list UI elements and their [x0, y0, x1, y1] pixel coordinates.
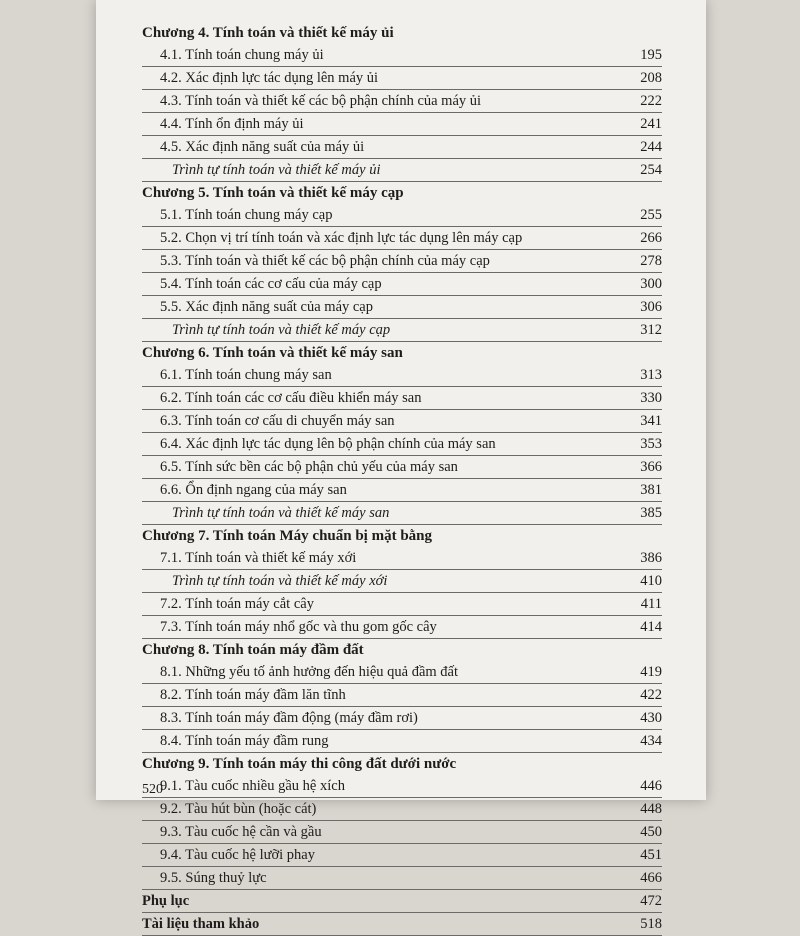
entry-label: 7.3. Tính toán máy nhổ gốc và thu gom gốc cây: [160, 619, 437, 635]
toc-entry: [142, 273, 662, 296]
toc-entry: [142, 821, 662, 844]
entry-page: 254: [640, 162, 662, 178]
entry-label: 7.2. Tính toán máy cắt cây: [160, 596, 314, 612]
entry-label: 6.5. Tính sức bền các bộ phận chủ yếu của máy san: [160, 459, 458, 475]
entry-page: 241: [640, 116, 662, 132]
chapter-title: Chương 6. Tính toán và thiết kế máy san: [142, 345, 403, 361]
toc-entry: [142, 364, 662, 387]
entry-label: 4.2. Xác định lực tác dụng lên máy ủi: [160, 70, 379, 86]
entry-page: 244: [640, 139, 662, 155]
entry-label: 5.3. Tính toán và thiết kế các bộ phận chính của máy cạp: [160, 253, 490, 269]
entry-page: 434: [640, 733, 662, 749]
toc-entry: [142, 730, 662, 753]
entry-label: Tài liệu tham khảo: [142, 916, 260, 932]
toc-entry: [142, 479, 662, 502]
entry-label: 6.3. Tính toán cơ cấu di chuyển máy san: [160, 413, 395, 429]
toc-entry: [142, 387, 662, 410]
entry-label: Trình tự tính toán và thiết kế máy ủi: [172, 162, 381, 178]
entry-page: 386: [640, 550, 662, 566]
toc-entry: [142, 113, 662, 136]
entry-label: 4.5. Xác định năng suất của máy ủi: [160, 139, 365, 155]
entry-page: 195: [640, 47, 662, 63]
entry-page: 466: [640, 870, 662, 886]
toc-entry: [142, 227, 662, 250]
toc-entry: [142, 67, 662, 90]
entry-page: 450: [640, 824, 662, 840]
entry-page: 422: [640, 687, 662, 703]
entry-page: 411: [640, 596, 662, 612]
entry-page: 518: [640, 916, 662, 932]
entry-label: 8.3. Tính toán máy đầm động (máy đầm rơi): [160, 710, 418, 726]
toc-entry-references: [142, 913, 662, 936]
entry-page: 266: [640, 230, 662, 246]
entry-label: 5.4. Tính toán các cơ cấu của máy cạp: [160, 276, 382, 292]
entry-page: 446: [640, 778, 662, 794]
entry-label: 6.2. Tính toán các cơ cấu điều khiển máy san: [160, 390, 422, 406]
entry-page: 366: [640, 459, 662, 475]
entry-label: 9.3. Tàu cuốc hệ cần và gầu: [160, 824, 322, 840]
entry-label: 6.6. Ổn định ngang của máy san: [160, 482, 347, 498]
entry-label: 6.4. Xác định lực tác dụng lên bộ phận chính của máy san: [160, 436, 496, 452]
entry-label: 9.4. Tàu cuốc hệ lưỡi phay: [160, 847, 315, 863]
chapter-title: Chương 4. Tính toán và thiết kế máy ủi: [142, 25, 394, 41]
entry-label: 9.5. Súng thuỷ lực: [160, 870, 267, 886]
toc-entry: [142, 867, 662, 890]
entry-page: 414: [640, 619, 662, 635]
toc-entry-procedure: [142, 570, 662, 593]
toc-entry: [142, 44, 662, 67]
toc-entry: [142, 204, 662, 227]
entry-page: 313: [640, 367, 662, 383]
entry-page: 278: [640, 253, 662, 269]
entry-label: 7.1. Tính toán và thiết kế máy xới: [160, 550, 357, 566]
entry-label: Trình tự tính toán và thiết kế máy san: [172, 505, 390, 521]
entry-page: 341: [640, 413, 662, 429]
entry-label: Trình tự tính toán và thiết kế máy xới: [172, 573, 388, 589]
toc-entry: [142, 456, 662, 479]
toc-entry: [142, 136, 662, 159]
entry-page: 353: [640, 436, 662, 452]
entry-label: 8.4. Tính toán máy đầm rung: [160, 733, 329, 749]
entry-label: 9.2. Tàu hút bùn (hoặc cát): [160, 801, 317, 817]
chapter-title: Chương 9. Tính toán máy thi công đất dưới nước: [142, 756, 457, 772]
toc-entry-procedure: [142, 159, 662, 182]
toc-entry: [142, 250, 662, 273]
toc-entry: [142, 616, 662, 639]
toc-entry: [142, 90, 662, 113]
chapter-title: Chương 8. Tính toán máy đầm đất: [142, 642, 364, 658]
entry-page: 330: [640, 390, 662, 406]
toc-entry: [142, 798, 662, 821]
entry-page: 385: [640, 505, 662, 521]
entry-label: 4.1. Tính toán chung máy ủi: [160, 47, 324, 63]
entry-page: 255: [640, 207, 662, 223]
toc-entry: [142, 547, 662, 570]
toc-entry-procedure: [142, 319, 662, 342]
toc-entry: [142, 410, 662, 433]
entry-label: Phụ lục: [142, 893, 190, 909]
entry-label: 5.5. Xác định năng suất của máy cạp: [160, 299, 373, 315]
page-number: 520: [142, 782, 163, 797]
toc-entry: [142, 433, 662, 456]
entry-label: Trình tự tính toán và thiết kế máy cạp: [172, 322, 391, 338]
toc-entry: [142, 707, 662, 730]
entry-page: 312: [640, 322, 662, 338]
entry-page: 451: [640, 847, 662, 863]
toc-entry-appendix: [142, 890, 662, 913]
entry-page: 381: [640, 482, 662, 498]
entry-page: 430: [640, 710, 662, 726]
entry-label: 5.2. Chọn vị trí tính toán và xác định lực tác dụng lên máy cạp: [160, 230, 523, 246]
entry-label: 9.1. Tàu cuốc nhiều gầu hệ xích: [160, 778, 345, 794]
entry-label: 4.3. Tính toán và thiết kế các bộ phận chính của máy ủi: [160, 93, 482, 109]
toc-entry: [142, 593, 662, 616]
entry-page: 410: [640, 573, 662, 589]
toc-entry: [142, 844, 662, 867]
entry-page: 300: [640, 276, 662, 292]
toc-entry: [142, 661, 662, 684]
toc-entry: [142, 775, 662, 798]
entry-page: 208: [640, 70, 662, 86]
chapter-title: Chương 7. Tính toán Máy chuẩn bị mặt bằng: [142, 528, 433, 544]
entry-page: 472: [640, 893, 662, 909]
toc-entry: [142, 296, 662, 319]
table-of-contents: [142, 22, 662, 936]
entry-label: 8.2. Tính toán máy đầm lăn tĩnh: [160, 687, 346, 703]
toc-entry-procedure: [142, 502, 662, 525]
entry-page: 448: [640, 801, 662, 817]
toc-entry: [142, 684, 662, 707]
entry-page: 306: [640, 299, 662, 315]
entry-page: 419: [640, 664, 662, 680]
entry-label: 5.1. Tính toán chung máy cạp: [160, 207, 333, 223]
entry-label: 4.4. Tính ổn định máy ủi: [160, 116, 304, 132]
entry-label: 6.1. Tính toán chung máy san: [160, 367, 332, 383]
entry-page: 222: [640, 93, 662, 109]
chapter-title: Chương 5. Tính toán và thiết kế máy cạp: [142, 185, 404, 201]
entry-label: 8.1. Những yếu tố ảnh hưởng đến hiệu quả đầm đất: [160, 664, 459, 680]
